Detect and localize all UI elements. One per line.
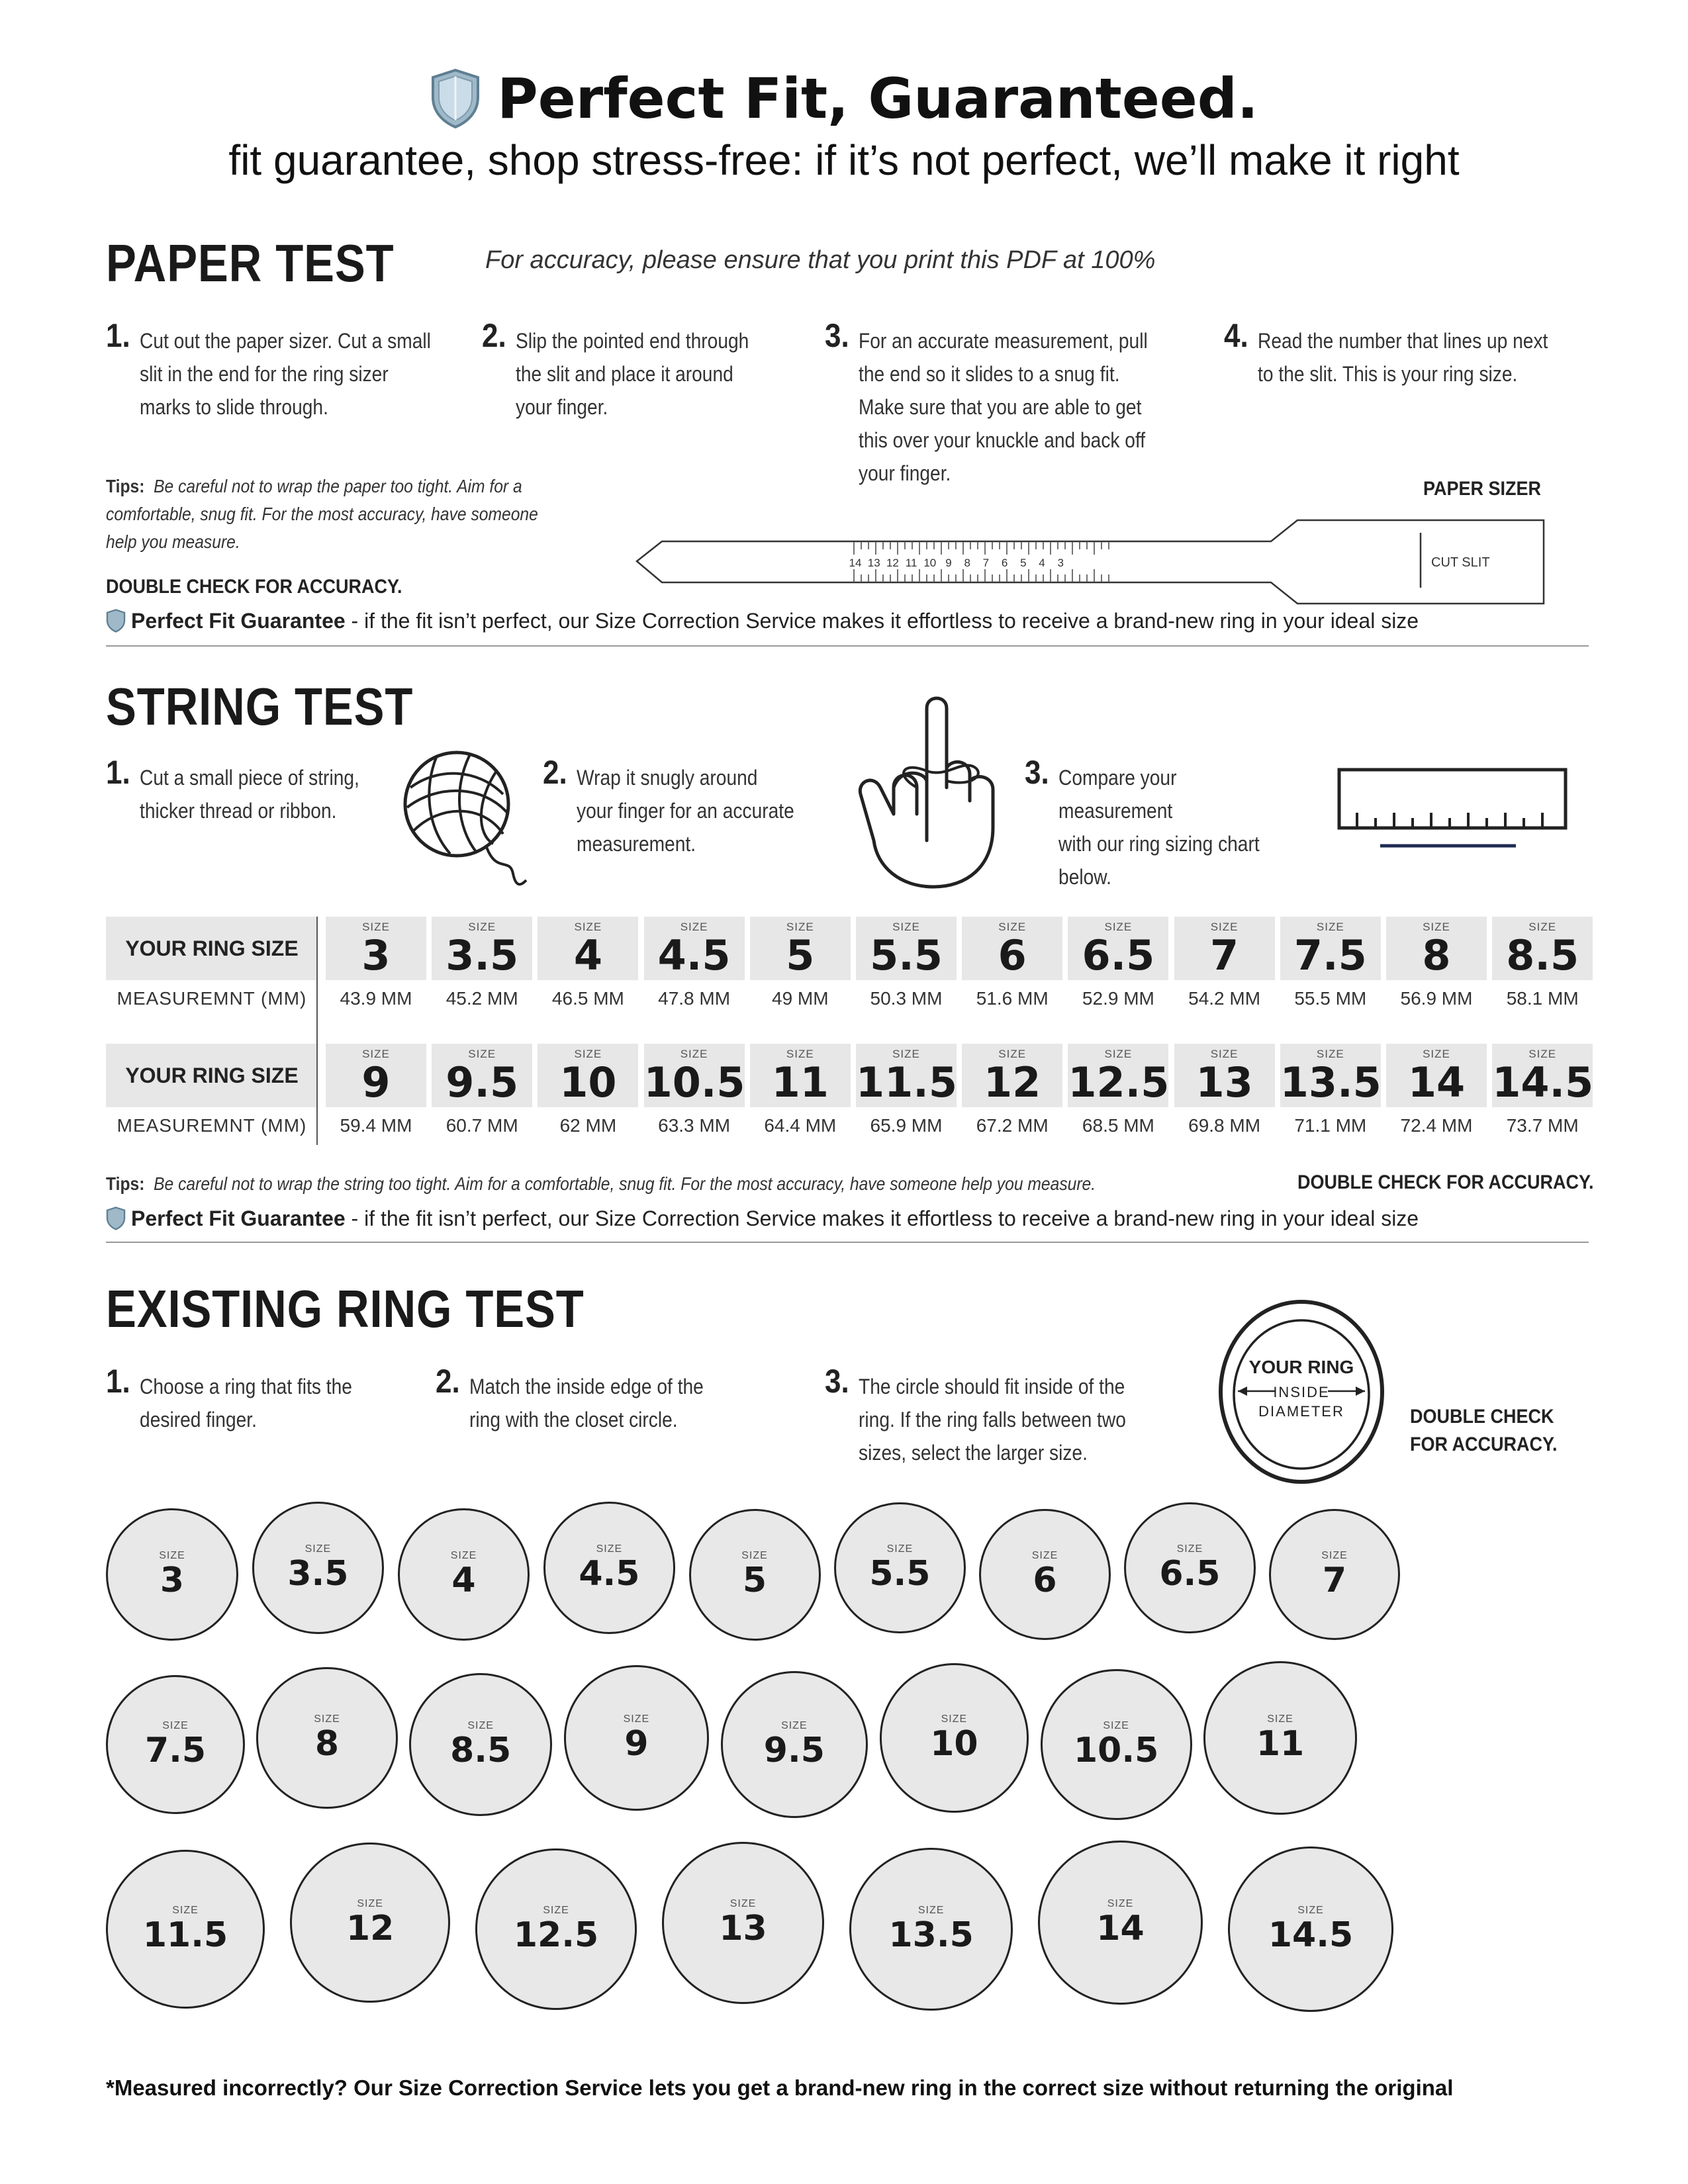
sizer-number: 9 <box>945 557 952 569</box>
size-value: 12 <box>346 1908 395 1948</box>
size-prefix: SIZE <box>998 1048 1027 1060</box>
size-prefix: SIZE <box>357 1897 383 1909</box>
ring-size-circle <box>880 1663 1029 1813</box>
size-cell <box>538 917 638 980</box>
ring-size-circle <box>721 1671 868 1819</box>
diagram-line-1: YOUR RING <box>1248 1357 1354 1377</box>
size-value: 9.5 <box>445 1058 519 1107</box>
step-number: 2. <box>482 317 506 354</box>
measurement-value: 71.1 MM <box>1294 1115 1367 1136</box>
size-value: 9 <box>361 1058 391 1107</box>
size-prefix: SIZE <box>450 1550 477 1561</box>
measurement-value: 56.9 MM <box>1400 988 1473 1009</box>
size-cell <box>856 917 957 980</box>
size-prefix: SIZE <box>886 1543 914 1555</box>
size-prefix: SIZE <box>998 921 1027 933</box>
string-step-2 <box>543 754 811 867</box>
paper-double-check: DOUBLE CHECK FOR ACCURACY. <box>106 576 402 598</box>
sizer-number: 3 <box>1057 557 1064 569</box>
sizer-number: 11 <box>905 557 917 569</box>
ruler-icon <box>1337 768 1569 854</box>
paper-sizer-label: PAPER SIZER <box>1423 478 1542 500</box>
paper-step-2 <box>482 317 785 437</box>
size-prefix: SIZE <box>1103 1719 1129 1731</box>
ring-size-circle <box>252 1502 385 1634</box>
double-check-line-1: DOUBLE CHECK <box>1410 1406 1554 1428</box>
string-tips <box>106 1170 1271 1198</box>
size-cell <box>1068 1044 1168 1107</box>
size-prefix: SIZE <box>1210 921 1239 933</box>
step-number: 2. <box>543 754 567 791</box>
measurement-value: 67.2 MM <box>976 1115 1049 1136</box>
size-value: 3.5 <box>287 1554 349 1594</box>
step-number: 3. <box>1025 754 1049 791</box>
size-cell <box>644 1044 745 1107</box>
existing-ring-test-title: EXISTING RING TEST <box>106 1279 585 1338</box>
ring-size-circle <box>662 1842 824 2004</box>
measurement-value: 60.7 MM <box>445 1115 518 1136</box>
size-prefix: SIZE <box>1528 1048 1557 1060</box>
diagram-line-3: DIAMETER <box>1258 1403 1344 1420</box>
ring-size-circle <box>1269 1509 1400 1640</box>
size-value: 13.5 <box>888 1915 974 1955</box>
measurement-value: 43.9 MM <box>340 988 412 1009</box>
print-note: For accuracy, please ensure that you print this PDF at 100% <box>485 246 1156 274</box>
step-number: 1. <box>106 1363 130 1400</box>
guarantee-text: - if the fit isn’t perfect, our Size Correction Service makes it effortless to receive a brand-new ring in your ideal size <box>345 1206 1419 1230</box>
row-label: YOUR RING SIZE <box>106 917 318 980</box>
divider <box>106 645 1589 647</box>
ring-size-circle <box>106 1675 245 1814</box>
ring-size-circle <box>256 1667 397 1808</box>
size-cell <box>1386 917 1487 980</box>
measurement-value: 54.2 MM <box>1188 988 1261 1009</box>
guarantee-text: - if the fit isn’t perfect, our Size Correction Service makes it effortless to receive a brand-new ring in your ideal size <box>345 609 1419 633</box>
size-prefix: SIZE <box>305 1543 332 1555</box>
size-value: 8 <box>314 1723 340 1764</box>
size-value: 5 <box>786 931 815 979</box>
size-cell <box>750 917 851 980</box>
step-text: Read the number that lines up next to the slit. This is your ring size. <box>1258 329 1548 386</box>
hand-with-string-icon <box>854 688 1013 893</box>
size-prefix: SIZE <box>159 1550 185 1561</box>
ring-size-circle <box>1041 1669 1192 1821</box>
sizer-number: 12 <box>886 557 899 569</box>
size-value: 7 <box>1322 1561 1347 1600</box>
size-prefix: SIZE <box>314 1713 340 1725</box>
ring-size-circle <box>543 1502 675 1633</box>
ring-step-3 <box>825 1363 1174 1476</box>
paper-step-4 <box>1224 317 1585 404</box>
size-cell <box>1174 917 1275 980</box>
step-number: 2. <box>436 1363 460 1400</box>
size-value: 7.5 <box>1293 931 1367 979</box>
step-number: 1. <box>106 754 130 791</box>
size-value: 6 <box>998 931 1027 979</box>
string-step-1 <box>106 754 385 834</box>
measurement-value: 68.5 MM <box>1082 1115 1154 1136</box>
title-text: Perfect Fit, Guaranteed. <box>497 66 1258 131</box>
size-value: 9.5 <box>763 1730 825 1770</box>
size-cell <box>432 917 532 980</box>
size-prefix: SIZE <box>786 921 814 933</box>
size-prefix: SIZE <box>729 1898 757 1909</box>
size-cell <box>1280 917 1381 980</box>
size-cell <box>538 1044 638 1107</box>
size-value: 5.5 <box>869 1554 931 1594</box>
ring-size-circle <box>106 1850 265 2009</box>
size-value: 14 <box>1407 1058 1466 1107</box>
measurement-value: 69.8 MM <box>1188 1115 1261 1136</box>
size-prefix: SIZE <box>623 1713 650 1725</box>
size-value: 13.5 <box>1280 1058 1382 1107</box>
sizer-number: 7 <box>982 557 990 569</box>
size-value: 8 <box>1422 931 1451 979</box>
page-title <box>0 66 1688 133</box>
size-value: 12 <box>984 1058 1041 1107</box>
size-prefix: SIZE <box>786 1048 814 1060</box>
sizer-number: 5 <box>1020 557 1027 569</box>
measurement-value: 46.5 MM <box>551 988 624 1009</box>
diagram-line-2: INSIDE <box>1273 1384 1330 1400</box>
ring-size-circle <box>106 1508 238 1641</box>
size-prefix: SIZE <box>741 1550 768 1561</box>
string-test-title: STRING TEST <box>106 677 414 736</box>
size-prefix: SIZE <box>680 921 708 933</box>
size-prefix: SIZE <box>1210 1048 1239 1060</box>
size-cell <box>1068 917 1168 980</box>
size-cell <box>644 917 745 980</box>
measurement-value: 50.3 MM <box>870 988 943 1009</box>
measurement-value: 45.2 MM <box>445 988 518 1009</box>
size-value: 8.5 <box>1506 931 1579 979</box>
size-value: 11.5 <box>856 1058 957 1107</box>
sizer-number: 8 <box>964 557 970 569</box>
table-divider <box>316 917 318 1145</box>
size-cell <box>1386 1044 1487 1107</box>
size-value: 10.5 <box>1073 1730 1159 1770</box>
size-prefix: SIZE <box>1321 1550 1348 1561</box>
size-prefix: SIZE <box>781 1719 808 1731</box>
divider <box>106 1242 1589 1243</box>
size-prefix: SIZE <box>1031 1550 1058 1561</box>
size-prefix: SIZE <box>680 1048 708 1060</box>
string-guarantee <box>106 1206 1419 1232</box>
ring-size-table <box>106 917 1594 1168</box>
size-prefix: SIZE <box>1316 921 1344 933</box>
cut-slit-label: CUT SLIT <box>1431 555 1490 570</box>
ring-size-circle <box>979 1509 1111 1641</box>
ring-size-circle <box>689 1509 821 1641</box>
paper-tips <box>106 473 572 556</box>
size-value: 13 <box>719 1909 767 1948</box>
ring-size-circle <box>1228 1846 1393 2012</box>
size-value: 14.5 <box>1268 1915 1354 1955</box>
footer-note: *Measured incorrectly? Our Size Correction Service lets you get a brand-new ring in the correct size without returning the original <box>106 2075 1454 2100</box>
size-prefix: SIZE <box>162 1720 189 1731</box>
string-step-3 <box>1025 754 1293 889</box>
tips-text: Be careful not to wrap the paper too tight. Aim for a comfortable, snug fit. For the most accuracy, have someone help you measure. <box>106 476 538 552</box>
size-value: 12.5 <box>513 1915 599 1955</box>
string-double-check: DOUBLE CHECK FOR ACCURACY. <box>1297 1171 1594 1193</box>
size-prefix: SIZE <box>467 1719 494 1731</box>
step-text: Wrap it snugly around your finger for an accurate measurement. <box>577 766 794 856</box>
measurement-value: 51.6 MM <box>976 988 1049 1009</box>
step-text: For an accurate measurement, pull the end so it slides to a snug fit. Make sure that you are able to get this over your knuckle and back off your finger. <box>859 329 1148 485</box>
size-value: 3 <box>361 931 391 979</box>
size-prefix: SIZE <box>1316 1048 1344 1060</box>
size-value: 11 <box>771 1058 829 1107</box>
step-text: Match the inside edge of the ring with the closet circle. <box>469 1375 704 1432</box>
size-cell <box>856 1044 957 1107</box>
measurement-value: 58.1 MM <box>1506 988 1579 1009</box>
size-prefix: SIZE <box>1107 1897 1134 1909</box>
measurement-label: MEASUREMNT (MM) <box>117 1115 307 1136</box>
yarn-ball-icon <box>397 741 530 893</box>
measurement-value: 49 MM <box>772 988 829 1009</box>
size-prefix: SIZE <box>362 921 390 933</box>
step-text: Slip the pointed end through the slit and place it around your finger. <box>516 329 749 419</box>
size-value: 14 <box>1096 1908 1145 1948</box>
size-value: 10 <box>559 1058 617 1107</box>
ring-size-circle <box>834 1502 966 1634</box>
size-cell <box>962 1044 1062 1107</box>
ring-diameter-diagram <box>1217 1297 1389 1489</box>
size-value: 5.5 <box>870 931 943 979</box>
ring-size-circle <box>564 1665 709 1810</box>
size-value: 6.5 <box>1082 931 1155 979</box>
sizer-number: 6 <box>1001 557 1008 569</box>
guarantee-bold: Perfect Fit Guarantee <box>131 609 346 633</box>
size-value: 7 <box>1210 931 1239 979</box>
size-cell <box>1174 1044 1275 1107</box>
size-prefix: SIZE <box>892 1048 920 1060</box>
tips-label: Tips: <box>106 1173 145 1194</box>
step-number: 3. <box>825 317 849 354</box>
size-cell <box>326 917 426 980</box>
size-value: 11.5 <box>142 1915 228 1955</box>
measurement-value: 65.9 MM <box>870 1115 943 1136</box>
step-text: Cut a small piece of string, thicker thread or ribbon. <box>140 766 359 823</box>
size-value: 11 <box>1256 1724 1305 1764</box>
size-cell <box>432 1044 532 1107</box>
size-cell <box>1280 1044 1381 1107</box>
measurement-value: 47.8 MM <box>658 988 731 1009</box>
sizer-number: 13 <box>867 557 880 569</box>
ring-size-circle <box>1038 1841 1202 2005</box>
step-text: Cut out the paper sizer. Cut a small slit in the end for the ring sizer marks to slide through. <box>140 329 431 419</box>
measurement-value: 73.7 MM <box>1506 1115 1579 1136</box>
size-value: 9 <box>624 1723 649 1764</box>
paper-test-title: PAPER TEST <box>106 234 395 293</box>
measurement-value: 59.4 MM <box>340 1115 412 1136</box>
size-prefix: SIZE <box>172 1905 199 1916</box>
size-cell <box>326 1044 426 1107</box>
paper-step-1 <box>106 317 432 437</box>
measurement-value: 52.9 MM <box>1082 988 1154 1009</box>
size-value: 13 <box>1196 1058 1253 1107</box>
ring-size-circle <box>475 1848 636 2009</box>
size-cell <box>1492 1044 1593 1107</box>
sizer-number: 10 <box>923 557 937 569</box>
size-prefix: SIZE <box>1104 921 1133 933</box>
size-prefix: SIZE <box>1423 921 1450 933</box>
sizer-number: 14 <box>849 557 862 569</box>
size-cell <box>962 917 1062 980</box>
paper-sizer <box>635 516 1549 609</box>
size-value: 4 <box>451 1561 476 1600</box>
measurement-value: 63.3 MM <box>658 1115 731 1136</box>
page-subtitle: fit guarantee, shop stress-free: if it’s not perfect, we’ll make it right <box>228 136 1460 184</box>
size-prefix: SIZE <box>941 1713 968 1725</box>
paper-step-3 <box>825 317 1174 496</box>
measurement-value: 72.4 MM <box>1400 1115 1473 1136</box>
size-value: 10 <box>930 1723 978 1764</box>
size-prefix: SIZE <box>468 1048 496 1060</box>
size-prefix: SIZE <box>574 1048 602 1060</box>
ring-step-2 <box>436 1363 762 1443</box>
size-value: 6 <box>1033 1561 1057 1600</box>
ring-size-circle <box>398 1508 530 1641</box>
paper-guarantee <box>106 609 1419 635</box>
size-prefix: SIZE <box>574 921 602 933</box>
size-prefix: SIZE <box>1104 1048 1133 1060</box>
step-number: 3. <box>825 1363 849 1400</box>
measurement-value: 55.5 MM <box>1294 988 1367 1009</box>
tips-text: Be careful not to wrap the string too tight. Aim for a comfortable, snug fit. For the most accuracy, have someone help you measure. <box>154 1173 1096 1194</box>
shield-icon <box>106 1206 126 1230</box>
size-value: 6.5 <box>1159 1554 1221 1594</box>
size-prefix: SIZE <box>1297 1905 1324 1916</box>
size-value: 3.5 <box>445 931 519 979</box>
size-value: 8.5 <box>450 1730 512 1770</box>
sizer-number: 4 <box>1039 557 1045 569</box>
ring-double-check <box>1410 1403 1558 1459</box>
size-prefix: SIZE <box>362 1048 390 1060</box>
size-prefix: SIZE <box>1528 921 1557 933</box>
size-prefix: SIZE <box>468 921 496 933</box>
ring-size-circle <box>849 1848 1013 2011</box>
step-text: Choose a ring that fits the desired finger. <box>140 1375 352 1432</box>
size-cell <box>1492 917 1593 980</box>
size-prefix: SIZE <box>1267 1713 1293 1725</box>
step-text: The circle should fit inside of the ring. If the ring falls between two sizes, select the larger size. <box>859 1375 1126 1465</box>
shield-icon <box>106 609 126 633</box>
step-number: 4. <box>1224 317 1248 354</box>
size-value: 4 <box>573 931 602 979</box>
size-value: 3 <box>160 1561 185 1600</box>
size-value: 4.5 <box>657 931 731 979</box>
shield-icon <box>430 68 481 129</box>
ring-size-circle <box>290 1843 450 2003</box>
size-prefix: SIZE <box>892 921 920 933</box>
double-check-line-2: FOR ACCURACY. <box>1410 1433 1558 1455</box>
size-prefix: SIZE <box>1176 1543 1203 1555</box>
size-prefix: SIZE <box>917 1904 945 1916</box>
measurement-label: MEASUREMNT (MM) <box>117 988 307 1009</box>
ring-size-circle <box>1203 1661 1357 1815</box>
size-cell <box>750 1044 851 1107</box>
size-prefix: SIZE <box>1423 1048 1450 1060</box>
size-value: 4.5 <box>579 1554 640 1594</box>
step-number: 1. <box>106 317 130 354</box>
tips-label: Tips: <box>106 476 145 496</box>
size-value: 14.5 <box>1492 1058 1594 1107</box>
size-prefix: SIZE <box>596 1543 623 1555</box>
size-value: 10.5 <box>643 1058 745 1107</box>
guarantee-bold: Perfect Fit Guarantee <box>131 1206 346 1230</box>
size-value: 5 <box>742 1561 767 1600</box>
ring-size-circle <box>1124 1502 1255 1633</box>
step-text: Compare your measurement with our ring sizing chart below. <box>1058 766 1260 889</box>
ring-size-circle <box>409 1673 552 1816</box>
size-value: 12.5 <box>1068 1058 1170 1107</box>
size-prefix: SIZE <box>543 1904 569 1916</box>
measurement-value: 62 MM <box>559 1115 617 1136</box>
ring-step-1 <box>106 1363 409 1443</box>
row-label: YOUR RING SIZE <box>106 1044 318 1107</box>
size-value: 7.5 <box>144 1731 207 1770</box>
measurement-value: 64.4 MM <box>764 1115 837 1136</box>
